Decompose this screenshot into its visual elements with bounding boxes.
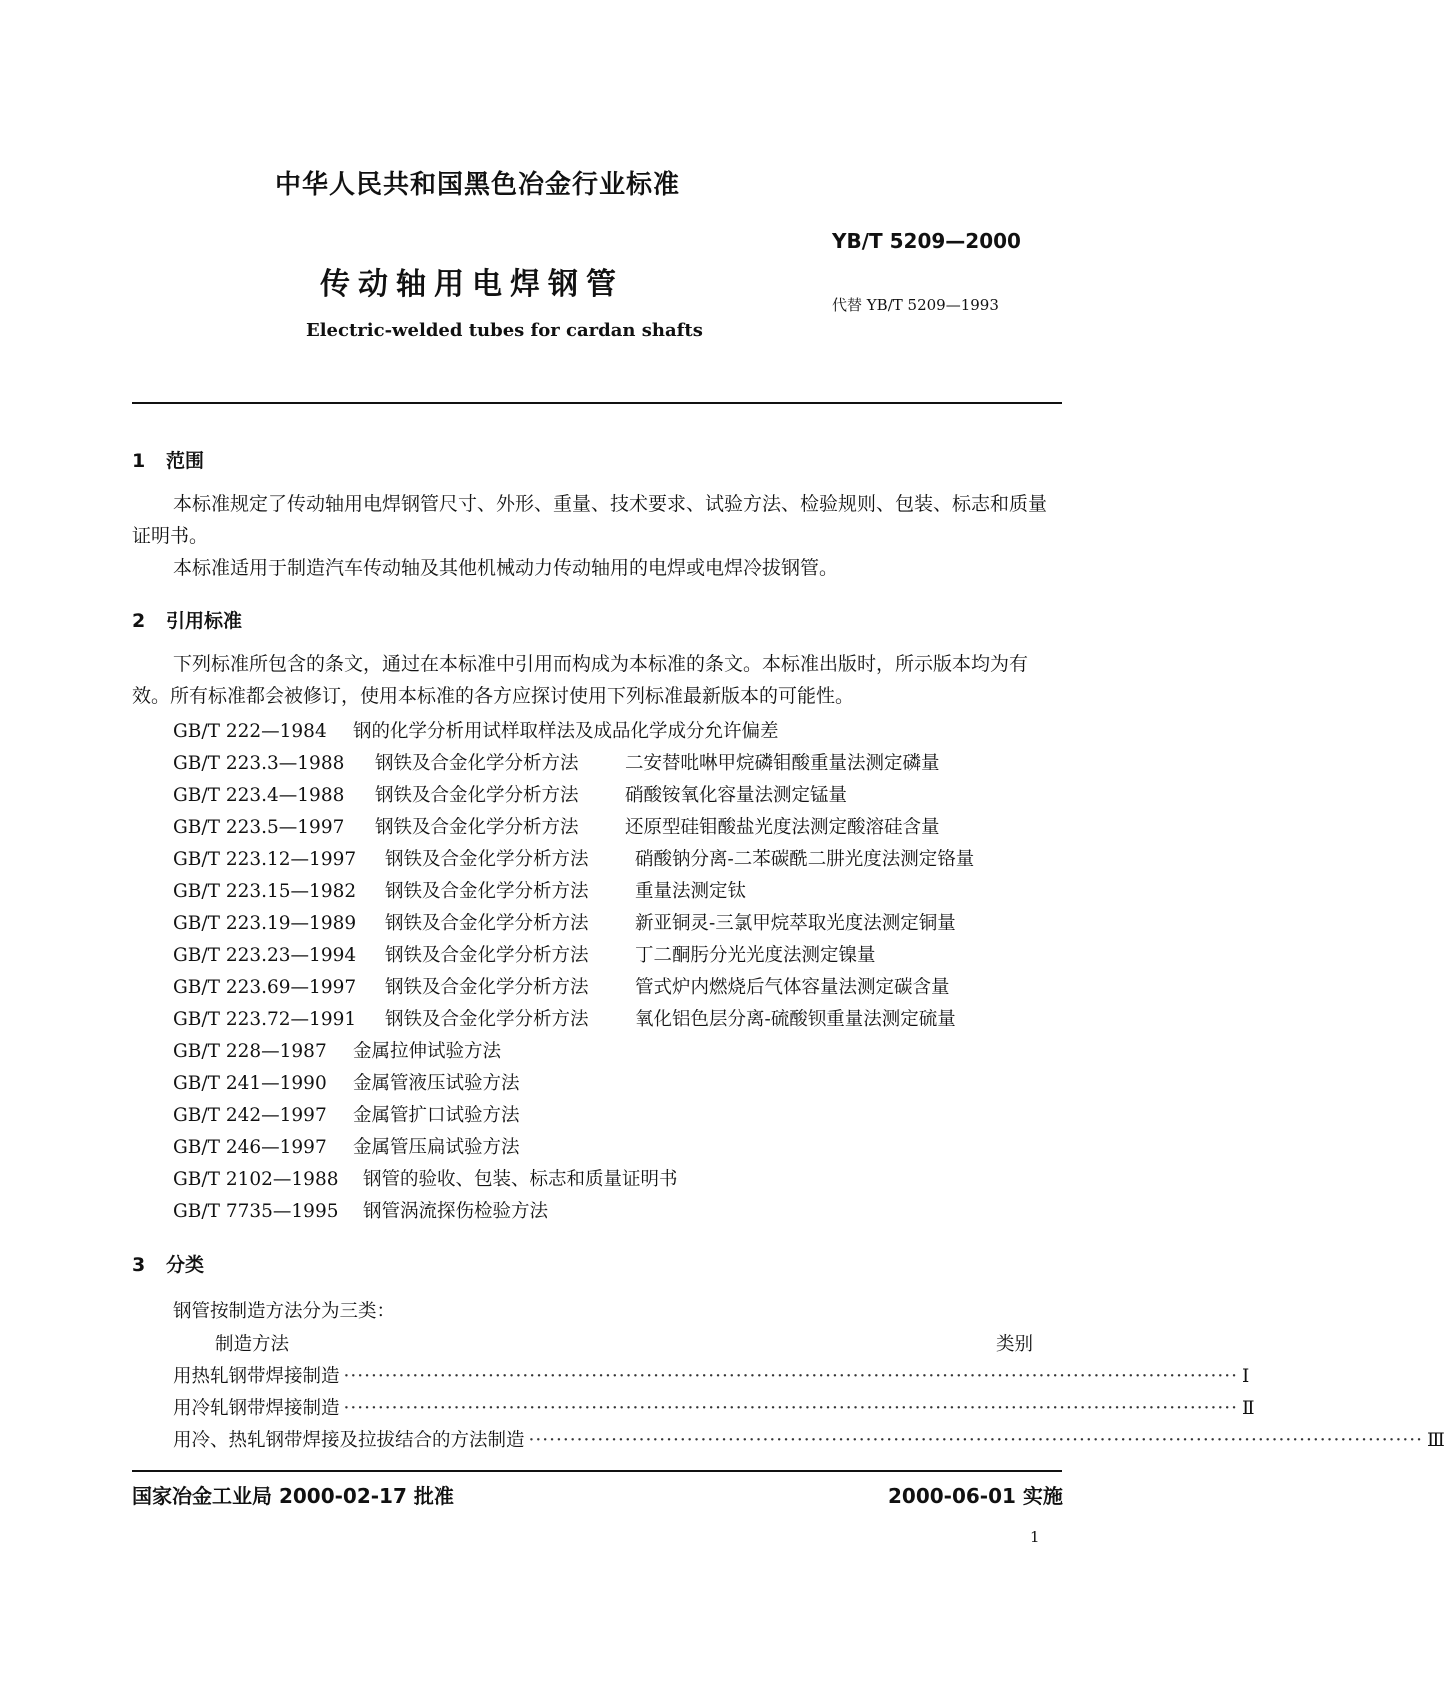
reference-method: 丁二酮肟分光光度法测定镍量 [635, 945, 876, 966]
section-number: 3 [132, 1254, 146, 1276]
reference-title: 钢铁及合金化学分析方法 [385, 945, 589, 966]
dot-leader: ·································································································································· [343, 1398, 1238, 1419]
document-title: 传动轴用电焊钢管 [320, 267, 624, 302]
reference-item [173, 717, 779, 743]
classification-row [173, 1426, 1445, 1452]
reference-method: 二安替吡啉甲烷磷钼酸重量法测定磷量 [625, 753, 940, 774]
replaces-standard: 代替 YB/T 5209—1993 [832, 296, 999, 314]
section-1-paragraph-1: 本标准规定了传动轴用电焊钢管尺寸、外形、重量、技术要求、试验方法、检验规则、包装、标志和质量证明书。 [132, 493, 1048, 547]
reference-item [173, 781, 847, 807]
section-number: 2 [132, 610, 146, 632]
reference-item [173, 1197, 548, 1223]
reference-title: 金属管扩口试验方法 [353, 1105, 520, 1126]
reference-title: 钢铁及合金化学分析方法 [385, 1009, 589, 1030]
reference-title: 金属拉伸试验方法 [353, 1041, 502, 1062]
section-number: 1 [132, 450, 146, 472]
reference-item [173, 909, 956, 935]
reference-item [173, 1101, 520, 1127]
reference-code: GB/T 2102—1988 [173, 1169, 339, 1190]
dot-leader: ·································································································································· [343, 1366, 1238, 1387]
reference-method: 管式炉内燃烧后气体容量法测定碳含量 [635, 977, 950, 998]
manufacturing-method: 用冷轧钢带焊接制造 [173, 1398, 340, 1419]
reference-item [173, 749, 940, 775]
reference-code: GB/T 223.69—1997 [173, 977, 357, 998]
footer-divider [132, 1470, 1062, 1472]
reference-code: GB/T 223.15—1982 [173, 881, 357, 902]
reference-code: GB/T 222—1984 [173, 721, 327, 742]
reference-code: GB/T 7735—1995 [173, 1201, 339, 1222]
reference-code: GB/T 223.72—1991 [173, 1009, 357, 1030]
reference-title: 钢铁及合金化学分析方法 [385, 881, 589, 902]
reference-item [173, 941, 876, 967]
reference-item [173, 877, 746, 903]
reference-code: GB/T 223.5—1997 [173, 817, 345, 838]
reference-title: 钢管涡流探伤检验方法 [363, 1201, 549, 1222]
section-2-heading [132, 606, 242, 633]
document-title-english: Electric-welded tubes for cardan shafts [306, 320, 703, 341]
reference-title: 钢铁及合金化学分析方法 [375, 817, 579, 838]
reference-item [173, 1037, 501, 1063]
approval-statement: 国家冶金工业局 2000-02-17 批准 [132, 1484, 454, 1508]
reference-method: 还原型硅钼酸盐光度法测定酸溶硅含量 [625, 817, 940, 838]
reference-item [173, 845, 974, 871]
section-2-paragraph-1: 下列标准所包含的条文，通过在本标准中引用而构成为本标准的条文。本标准出版时，所示版本均为有效。所有标准都会被修订，使用本标准的各方应探讨使用下列标准最新版本的可能性。 [132, 653, 1029, 707]
reference-title: 金属管液压试验方法 [353, 1073, 520, 1094]
dot-leader: ·································································································································· [528, 1430, 1423, 1451]
reference-item [173, 1069, 520, 1095]
reference-item [173, 813, 940, 839]
reference-item [173, 973, 950, 999]
reference-code: GB/T 223.19—1989 [173, 913, 357, 934]
reference-title: 钢管的验收、包装、标志和质量证明书 [363, 1169, 678, 1190]
reference-code: GB/T 223.23—1994 [173, 945, 357, 966]
reference-item [173, 1133, 520, 1159]
category: Ⅱ [1242, 1398, 1255, 1419]
section-1-paragraph-2: 本标准适用于制造汽车传动轴及其他机械动力传动轴用的电焊或电焊冷拔钢管。 [173, 557, 839, 579]
reference-title: 钢铁及合金化学分析方法 [375, 753, 579, 774]
column-header-method: 制造方法 [215, 1334, 290, 1355]
reference-title: 钢铁及合金化学分析方法 [385, 913, 589, 934]
classification-row [173, 1394, 1255, 1420]
reference-title: 钢铁及合金化学分析方法 [375, 785, 579, 806]
classification-intro: 钢管按制造方法分为三类： [173, 1301, 396, 1322]
effective-date: 2000-06-01 实施 [888, 1484, 1063, 1508]
section-title: 引用标准 [166, 610, 243, 632]
reference-method: 重量法测定钛 [635, 881, 747, 902]
reference-code: GB/T 241—1990 [173, 1073, 327, 1094]
section-title: 范围 [166, 450, 205, 472]
reference-code: GB/T 223.4—1988 [173, 785, 345, 806]
reference-method: 氧化铝色层分离-硫酸钡重量法测定硫量 [635, 1009, 956, 1030]
reference-code: GB/T 223.3—1988 [173, 753, 345, 774]
reference-item [173, 1005, 956, 1031]
reference-method: 硝酸钠分离-二苯碳酰二肼光度法测定铬量 [635, 849, 975, 870]
reference-title: 钢铁及合金化学分析方法 [385, 849, 589, 870]
category: Ⅰ [1242, 1366, 1250, 1387]
standard-number: YB/T 5209—2000 [832, 229, 1021, 253]
category: Ⅲ [1427, 1430, 1445, 1451]
manufacturing-method: 用热轧钢带焊接制造 [173, 1366, 340, 1387]
reference-method: 硝酸铵氧化容量法测定锰量 [625, 785, 848, 806]
header-divider [132, 402, 1062, 404]
reference-method: 新亚铜灵-三氯甲烷萃取光度法测定铜量 [635, 913, 956, 934]
column-header-category: 类别 [996, 1334, 1034, 1355]
classification-row [173, 1362, 1250, 1388]
manufacturing-method: 用冷、热轧钢带焊接及拉拔结合的方法制造 [173, 1430, 525, 1451]
reference-code: GB/T 228—1987 [173, 1041, 327, 1062]
reference-title: 钢铁及合金化学分析方法 [385, 977, 589, 998]
section-1-heading [132, 446, 204, 473]
issuing-organization: 中华人民共和国黑色冶金行业标准 [275, 170, 681, 200]
reference-code: GB/T 242—1997 [173, 1105, 327, 1126]
reference-title: 金属管压扁试验方法 [353, 1137, 520, 1158]
reference-code: GB/T 246—1997 [173, 1137, 327, 1158]
section-title: 分类 [166, 1254, 205, 1276]
page-number: 1 [1030, 1528, 1040, 1546]
reference-title: 钢的化学分析用试样取样法及成品化学成分允许偏差 [353, 721, 779, 742]
section-3-heading [132, 1250, 204, 1277]
reference-code: GB/T 223.12—1997 [173, 849, 357, 870]
reference-item [173, 1165, 678, 1191]
